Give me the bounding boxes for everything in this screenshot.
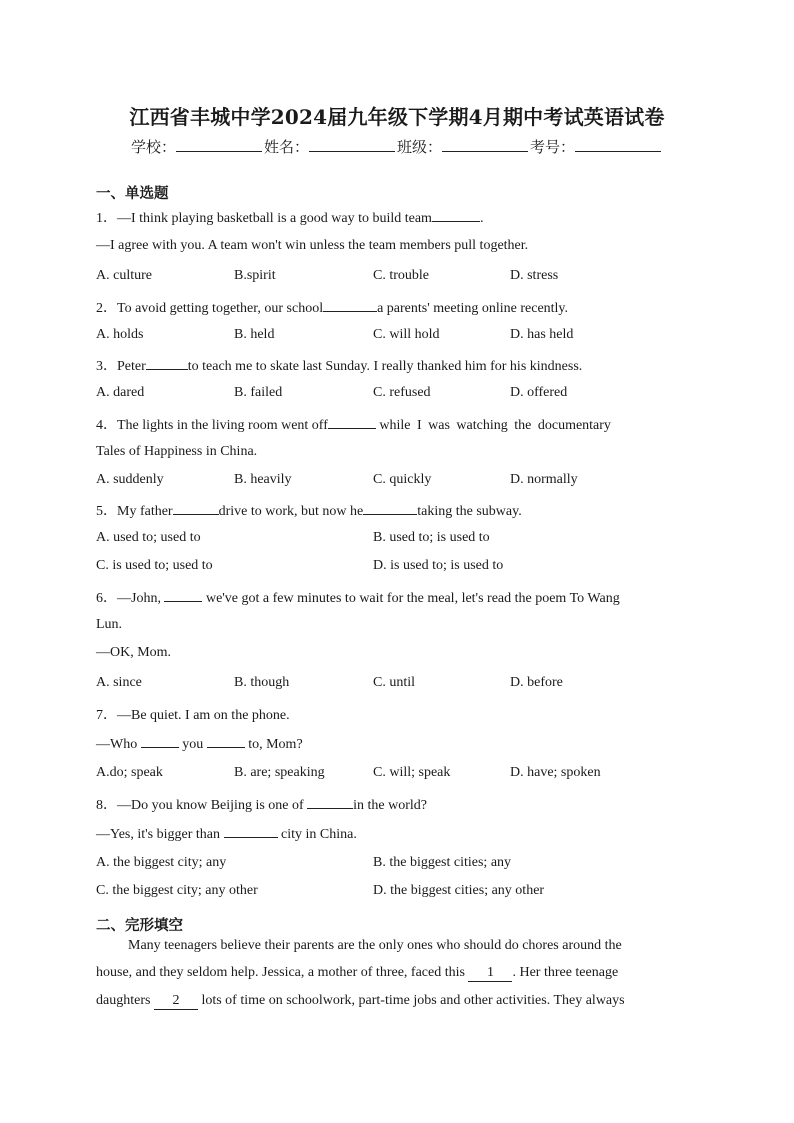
q4-option-d[interactable]: D. normally (510, 472, 578, 487)
q8-option-a[interactable]: A. the biggest city; any (96, 855, 227, 870)
q5-option-d[interactable]: D. is used to; is used to (373, 558, 504, 573)
q4-blank (328, 416, 376, 429)
q3-option-a[interactable]: A. dared (96, 385, 145, 400)
q4-option-a[interactable]: A. suddenly (96, 472, 164, 487)
cloze-blank-1: 1 (468, 965, 512, 982)
q7-option-b[interactable]: B. are; speaking (234, 765, 325, 780)
q1-option-a[interactable]: A. culture (96, 268, 152, 283)
section2-heading: 二、完形填空 (96, 918, 183, 934)
cloze-line-3: daughters 2 lots of time on schoolwork, part-time jobs and other activities. They always (96, 993, 625, 1008)
name-field[interactable] (309, 137, 395, 152)
q6-option-d[interactable]: D. before (510, 675, 563, 690)
exam-number-field[interactable] (575, 137, 661, 152)
class-field[interactable] (442, 137, 528, 152)
q2-stem: 2．To avoid getting together, our school a parents' meeting online recently. (96, 301, 569, 316)
q1-stem: 1．—I think playing basketball is a good way to build team . (96, 211, 484, 226)
q3-stem: 3．Peter to teach me to skate last Sunday. I really thanked him for his kindness. (96, 359, 583, 374)
q3-option-d[interactable]: D. offered (510, 385, 568, 400)
q5-stem: 5．My father drive to work, but now he taking the subway. (96, 504, 522, 519)
q1-option-d[interactable]: D. stress (510, 268, 559, 283)
q5-blank-2 (363, 502, 417, 515)
q5-option-a[interactable]: A. used to; used to (96, 530, 201, 545)
q2-option-d[interactable]: D. has held (510, 327, 574, 342)
q2-option-b[interactable]: B. held (234, 327, 275, 342)
q8-stem: 8．—Do you know Beijing is one of in the world? (96, 798, 428, 813)
q1-blank (432, 209, 480, 222)
q6-stem: 6．—John, we've got a few minutes to wait for the meal, let's read the poem To Wang (96, 591, 620, 606)
section1-heading: 一、单选题 (96, 186, 169, 202)
cloze-line-2: house, and they seldom help. Jessica, a mother of three, faced this 1 . Her three teenage (96, 965, 619, 980)
q4-line2: Tales of Happiness in China. (96, 444, 258, 459)
school-label: 学校： (130, 138, 176, 156)
q5-option-c[interactable]: C. is used to; used to (96, 558, 213, 573)
q1-option-c[interactable]: C. trouble (373, 268, 429, 283)
q5-option-b[interactable]: B. used to; is used to (373, 530, 490, 545)
q8-blank-1 (307, 796, 353, 809)
q7-stem: 7．—Be quiet. I am on the phone. (96, 708, 290, 723)
q8-blank-2 (224, 825, 278, 838)
q4-option-c[interactable]: C. quickly (373, 472, 432, 487)
q5-blank-1 (173, 502, 219, 515)
q8-option-d[interactable]: D. the biggest cities; any other (373, 883, 545, 898)
q6-blank (164, 589, 202, 602)
q2-blank (323, 299, 377, 312)
q8-option-b[interactable]: B. the biggest cities; any (373, 855, 512, 870)
exam-title: 江西省丰城中学2024届九年级下学期4月期中考试英语试卷 (129, 105, 665, 129)
school-field[interactable] (176, 137, 262, 152)
q2-option-c[interactable]: C. will hold (373, 327, 440, 342)
student-info-line (0, 136, 794, 157)
q1-option-b[interactable]: B.spirit (234, 268, 276, 283)
q1-line2: —I agree with you. A team won't win unless the team members pull together. (96, 238, 529, 253)
q4-option-b[interactable]: B. heavily (234, 472, 292, 487)
q2-option-a[interactable]: A. holds (96, 327, 144, 342)
cloze-blank-2: 2 (154, 993, 198, 1010)
q6-line3: —OK, Mom. (96, 645, 172, 660)
q3-option-c[interactable]: C. refused (373, 385, 431, 400)
exam-number-label: 考号： (530, 138, 576, 156)
cloze-line-1: Many teenagers believe their parents are the only ones who should do chores around the (128, 938, 622, 953)
q7-blank-2 (207, 735, 245, 748)
q7-option-a[interactable]: A.do; speak (96, 765, 163, 780)
q8-line2: —Yes, it's bigger than city in China. (96, 827, 357, 842)
q6-option-b[interactable]: B. though (234, 675, 290, 690)
class-label: 班级： (397, 138, 443, 156)
q6-option-a[interactable]: A. since (96, 675, 142, 690)
q3-option-b[interactable]: B. failed (234, 385, 283, 400)
q3-blank (146, 357, 188, 370)
q7-option-d[interactable]: D. have; spoken (510, 765, 601, 780)
q4-stem: 4．The lights in the living room went off while I was watching the documentary (96, 418, 611, 433)
q7-blank-1 (141, 735, 179, 748)
q8-option-c[interactable]: C. the biggest city; any other (96, 883, 258, 898)
q6-option-c[interactable]: C. until (373, 675, 416, 690)
q7-line2: —Who you to, Mom? (96, 737, 303, 752)
q6-line2: Lun. (96, 617, 123, 632)
name-label: 姓名： (263, 138, 309, 156)
q7-option-c[interactable]: C. will; speak (373, 765, 451, 780)
